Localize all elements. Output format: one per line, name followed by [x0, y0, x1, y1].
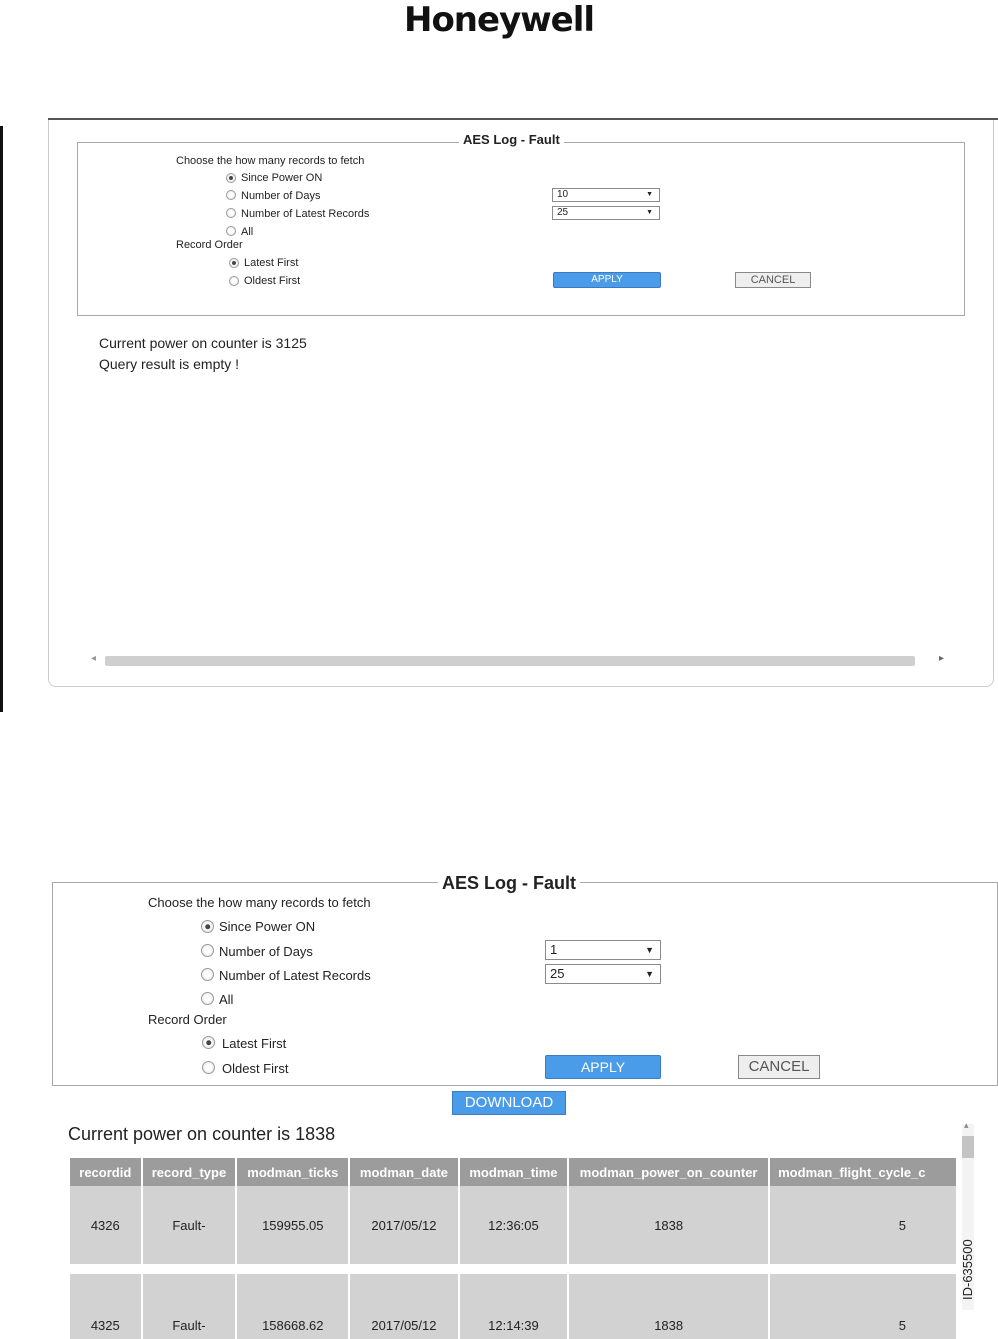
- query-fieldset: [77, 142, 965, 316]
- table-cell: 12:14:39: [460, 1274, 567, 1339]
- days-select[interactable]: [552, 188, 660, 202]
- table-cell: Fault-: [143, 1186, 236, 1264]
- latest-records-select[interactable]: [552, 206, 660, 220]
- honeywell-logo: Honeywell: [403, 0, 595, 40]
- option-label: All: [219, 992, 234, 1007]
- order-option-label: Oldest First: [222, 1061, 289, 1076]
- results-table: [68, 1158, 958, 1339]
- fetch-prompt: Choose the how many records to fetch: [176, 155, 365, 167]
- vertical-scroll-thumb[interactable]: [962, 1136, 974, 1158]
- column-header[interactable]: recordid: [70, 1158, 141, 1186]
- table-cell: 2017/05/12: [350, 1274, 457, 1339]
- apply-button[interactable]: APPLY: [545, 1055, 661, 1079]
- aes-log-fault-results-screen: [52, 872, 998, 1333]
- table-cell: 158668.62: [237, 1274, 348, 1339]
- record-order-label: Record Order: [176, 239, 243, 251]
- option-label: Since Power ON: [219, 919, 316, 934]
- column-header[interactable]: modman_date: [350, 1158, 457, 1186]
- query-result-text: Query result is empty !: [99, 356, 240, 372]
- radio-latest-first[interactable]: [229, 258, 239, 268]
- option-label: Number of Days: [241, 190, 321, 202]
- latest-records-value: 25: [557, 207, 569, 218]
- table-cell: 4326: [70, 1186, 141, 1264]
- table-header-row: [70, 1158, 956, 1186]
- option-label: Number of Latest Records: [219, 968, 371, 983]
- results-table-viewport: [52, 872, 958, 1333]
- column-header[interactable]: modman_ticks: [237, 1158, 348, 1186]
- panel-title: AES Log - Fault: [438, 873, 580, 894]
- radio-all[interactable]: [226, 226, 236, 236]
- chevron-down-icon: ▼: [646, 191, 653, 198]
- table-row[interactable]: [70, 1274, 956, 1339]
- column-header[interactable]: modman_flight_cycle_c: [770, 1158, 956, 1186]
- panel-title: AES Log - Fault: [459, 132, 564, 147]
- table-cell: 2017/05/12: [350, 1186, 457, 1264]
- option-label: All: [241, 226, 254, 238]
- scroll-right-icon[interactable]: ▸: [939, 653, 945, 664]
- table-cell: 159955.05: [237, 1186, 348, 1264]
- power-counter-text: Current power on counter is 3125: [99, 335, 307, 351]
- table-cell: Fault-: [143, 1274, 236, 1339]
- option-label: Number of Days: [219, 944, 313, 959]
- table-cell: 1838: [569, 1274, 768, 1339]
- column-header[interactable]: record_type: [143, 1158, 236, 1186]
- option-label: Number of Latest Records: [241, 208, 370, 220]
- chevron-down-icon: ▼: [645, 969, 654, 979]
- days-value: 10: [557, 189, 569, 200]
- record-order-label: Record Order: [148, 1012, 227, 1027]
- aes-log-fault-empty-screen: [48, 120, 994, 687]
- download-button[interactable]: DOWNLOAD: [452, 1091, 566, 1115]
- table-cell: 4325: [70, 1274, 141, 1339]
- chevron-down-icon: ▼: [646, 209, 653, 216]
- scroll-left-icon[interactable]: ◂: [91, 653, 97, 664]
- order-option-label: Latest First: [222, 1036, 287, 1051]
- table-cell: 5: [770, 1186, 956, 1264]
- apply-button[interactable]: APPLY: [553, 272, 661, 288]
- radio-number-of-days[interactable]: [226, 190, 236, 200]
- table-cell: 5: [770, 1274, 956, 1339]
- fetch-prompt: Choose the how many records to fetch: [148, 895, 371, 910]
- table-cell: 12:36:05: [460, 1186, 567, 1264]
- figure-id: ID-635500: [960, 1239, 975, 1300]
- table-row[interactable]: [70, 1186, 956, 1264]
- change-bar: [0, 126, 3, 712]
- chevron-down-icon: ▼: [645, 945, 654, 955]
- column-header[interactable]: modman_time: [460, 1158, 567, 1186]
- table-cell: 1838: [569, 1186, 768, 1264]
- radio-number-of-latest-records[interactable]: [226, 208, 236, 218]
- cancel-button[interactable]: CANCEL: [738, 1055, 820, 1079]
- column-header[interactable]: modman_power_on_counter: [569, 1158, 768, 1186]
- scroll-up-icon[interactable]: ▴: [964, 1120, 969, 1130]
- power-counter-text: Current power on counter is 1838: [68, 1124, 336, 1144]
- horizontal-scrollbar[interactable]: [105, 656, 915, 666]
- latest-records-value: 25: [550, 966, 565, 981]
- radio-since-power-on[interactable]: [226, 173, 236, 183]
- option-label: Since Power ON: [241, 172, 323, 184]
- order-option-label: Latest First: [244, 257, 299, 269]
- radio-oldest-first[interactable]: [229, 276, 239, 286]
- row-spacer: [70, 1264, 956, 1274]
- days-value: 1: [550, 942, 558, 957]
- cancel-button[interactable]: CANCEL: [735, 272, 811, 288]
- order-option-label: Oldest First: [244, 275, 301, 287]
